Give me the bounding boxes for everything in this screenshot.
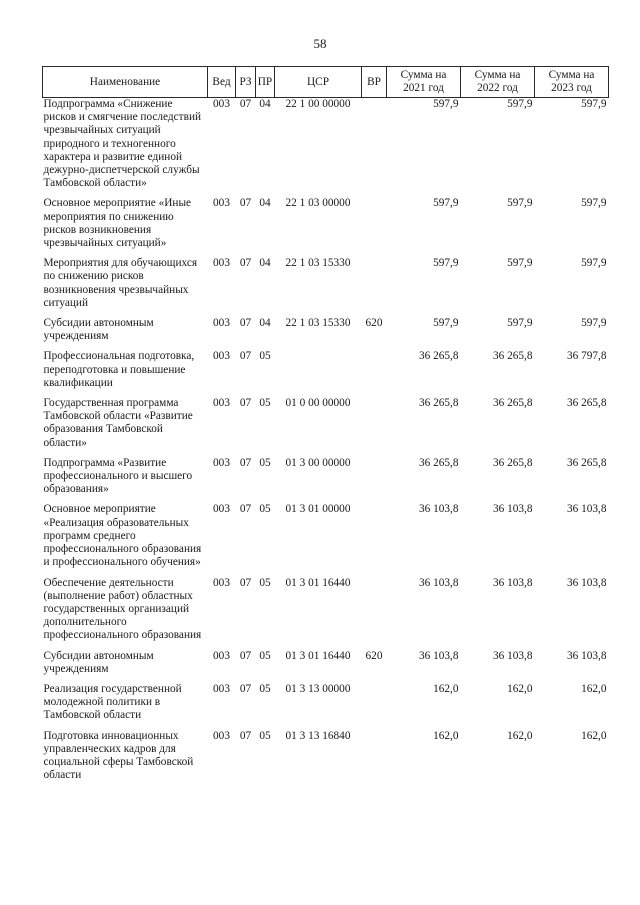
row-csr: 22 1 03 15330: [285, 257, 351, 270]
row-pr: 04: [259, 257, 271, 270]
page-number: 58: [313, 36, 327, 51]
row-sum-2022: 597,9: [507, 98, 533, 110]
row-sum-2022: 597,9: [507, 197, 533, 210]
row-ved: 003: [213, 397, 230, 410]
table-row: [43, 503, 609, 576]
row-name: Профессиональная подготовка, переподготовка и повышение квалификации: [43, 350, 195, 389]
row-sum-2021: 597,9: [433, 257, 459, 270]
row-csr: 01 3 01 00000: [285, 503, 351, 516]
row-sum-2021: 36 265,8: [418, 456, 459, 469]
row-sum-2021: 36 265,8: [418, 350, 459, 363]
row-name: Государственная программа Тамбовской области «Развитие образования Тамбовской области»: [43, 397, 193, 449]
table-row: [43, 197, 609, 257]
row-sum-2023: 162,0: [581, 682, 607, 695]
row-sum-2021: 36 103,8: [418, 503, 459, 516]
row-name: Подпрограмма «Снижение рисков и смягчение последствий чрезвычайных ситуаций природного и техногенного характера и развитие единой дежурно-диспетчерской службы Тамбовской области»: [43, 98, 202, 190]
row-ved: 003: [213, 649, 230, 662]
table-row: [43, 683, 609, 730]
row-name: Реализация государственной молодежной политики в Тамбовской области: [43, 682, 182, 722]
row-sum-2022: 162,0: [507, 729, 533, 742]
row-csr: 01 0 00 00000: [285, 397, 351, 410]
table-row: [43, 257, 609, 317]
row-rz: 07: [239, 729, 252, 742]
row-rz: 07: [239, 317, 252, 330]
row-pr: 05: [259, 503, 271, 516]
row-vr: [362, 397, 387, 457]
row-ved: 003: [213, 197, 230, 210]
row-csr: 01 3 13 16840: [285, 729, 351, 742]
row-ved: 003: [213, 350, 230, 363]
row-ved: 003: [213, 317, 230, 330]
table-row: [43, 650, 609, 683]
header-rz: РЗ: [236, 67, 256, 98]
row-sum-2021: 597,9: [433, 98, 459, 110]
row-name: Основное мероприятие «Реализация образовательных программ среднего профессионального образования и профессионального обучения»: [43, 503, 202, 569]
header-sum-2023: Сумма на 2023 год: [535, 67, 609, 98]
row-csr: 01 3 13 00000: [285, 682, 351, 695]
row-sum-2022: 162,0: [507, 682, 533, 695]
table-row: [43, 397, 609, 457]
table-row: [43, 730, 609, 790]
row-vr: [362, 730, 387, 790]
row-rz: 07: [239, 98, 252, 110]
table-body: [43, 98, 609, 790]
row-sum-2021: 162,0: [433, 682, 459, 695]
row-ved: 003: [213, 682, 230, 695]
row-ved: 003: [213, 456, 230, 469]
row-rz: 07: [239, 649, 252, 662]
row-pr: 04: [259, 197, 271, 210]
row-csr: 01 3 01 16440: [285, 576, 351, 589]
header-ved: Вед: [208, 67, 236, 98]
row-vr: [362, 683, 387, 730]
row-sum-2022: 36 265,8: [492, 350, 533, 363]
row-rz: 07: [239, 350, 252, 363]
row-pr: 05: [259, 350, 271, 363]
row-rz: 07: [239, 503, 252, 516]
row-sum-2023: 36 797,8: [566, 350, 607, 363]
row-sum-2023: 597,9: [581, 98, 607, 110]
header-csr: ЦСР: [275, 67, 362, 98]
row-rz: 07: [239, 397, 252, 410]
row-pr: 05: [259, 576, 271, 589]
header-vr: ВР: [362, 67, 387, 98]
row-pr: 05: [259, 649, 271, 662]
row-vr: [362, 350, 387, 397]
row-name: Подготовка инновационных управленческих кадров для социальной сферы Тамбовской области: [43, 729, 194, 782]
row-sum-2023: 597,9: [581, 197, 607, 210]
table-row: [43, 98, 609, 198]
row-csr: 22 1 00 00000: [285, 98, 351, 110]
row-sum-2023: 36 103,8: [566, 649, 607, 662]
row-sum-2021: 36 265,8: [418, 397, 459, 410]
table-header-row: [43, 67, 609, 98]
row-rz: 07: [239, 682, 252, 695]
row-sum-2022: 36 103,8: [492, 503, 533, 516]
row-sum-2023: 597,9: [581, 257, 607, 270]
table-row: [43, 457, 609, 504]
row-sum-2021: 597,9: [433, 197, 459, 210]
row-name: Подпрограмма «Развитие профессионального и высшего образования»: [43, 456, 193, 496]
row-ved: 003: [213, 503, 230, 516]
row-rz: 07: [239, 257, 252, 270]
row-rz: 07: [239, 456, 252, 469]
row-csr: 01 3 01 16440: [285, 649, 351, 662]
header-pr: ПР: [256, 67, 275, 98]
table-row: [43, 350, 609, 397]
header-sum-2022: Сумма на 2022 год: [461, 67, 535, 98]
row-sum-2023: 36 265,8: [566, 397, 607, 410]
row-ved: 003: [213, 98, 230, 110]
row-sum-2021: 36 103,8: [418, 576, 459, 589]
row-csr: 22 1 03 15330: [285, 317, 351, 330]
row-sum-2023: 36 103,8: [566, 503, 607, 516]
row-pr: 05: [259, 729, 271, 742]
row-name: Субсидии автономным учреждениям: [43, 649, 154, 675]
row-vr: [362, 503, 387, 576]
row-sum-2021: 36 103,8: [418, 649, 459, 662]
row-rz: 07: [239, 197, 252, 210]
row-vr: [362, 577, 387, 650]
row-pr: 04: [259, 98, 271, 110]
row-sum-2022: 597,9: [507, 257, 533, 270]
row-name: Мероприятия для обучающихся по снижению рисков возникновения чрезвычайных ситуаций: [43, 257, 198, 309]
row-ved: 003: [213, 576, 230, 589]
row-csr: [275, 350, 362, 397]
table-row: [43, 577, 609, 650]
row-sum-2022: 36 103,8: [492, 576, 533, 589]
row-ved: 003: [213, 257, 230, 270]
row-sum-2023: 36 103,8: [566, 576, 607, 589]
row-vr: 620: [365, 317, 383, 330]
row-sum-2022: 36 103,8: [492, 649, 533, 662]
table-row: [43, 317, 609, 350]
row-vr: 620: [365, 649, 383, 662]
row-vr: [362, 457, 387, 504]
row-vr: [362, 257, 387, 317]
row-ved: 003: [213, 729, 230, 742]
budget-table: [42, 66, 609, 789]
row-sum-2021: 162,0: [433, 729, 459, 742]
row-csr: 22 1 03 00000: [285, 197, 351, 210]
header-sum-2021: Сумма на 2021 год: [387, 67, 461, 98]
row-name: Обеспечение деятельности (выполнение работ) областных государственных организаций дополнительного профессионального образования: [43, 576, 202, 642]
row-sum-2022: 36 265,8: [492, 397, 533, 410]
row-name: Субсидии автономным учреждениям: [43, 317, 154, 343]
row-sum-2023: 162,0: [581, 729, 607, 742]
row-rz: 07: [239, 576, 252, 589]
row-pr: 05: [259, 456, 271, 469]
row-pr: 05: [259, 682, 271, 695]
row-sum-2023: 597,9: [581, 317, 607, 330]
header-name: Наименование: [43, 67, 208, 98]
row-vr: [362, 98, 387, 198]
row-sum-2023: 36 265,8: [566, 456, 607, 469]
row-name: Основное мероприятие «Иные мероприятия по снижению рисков возникновения чрезвычайных ситуаций»: [43, 197, 192, 250]
row-sum-2022: 36 265,8: [492, 456, 533, 469]
row-sum-2022: 597,9: [507, 317, 533, 330]
row-sum-2021: 597,9: [433, 317, 459, 330]
row-pr: 04: [259, 317, 271, 330]
row-vr: [362, 197, 387, 257]
row-csr: 01 3 00 00000: [285, 456, 351, 469]
row-pr: 05: [259, 397, 271, 410]
